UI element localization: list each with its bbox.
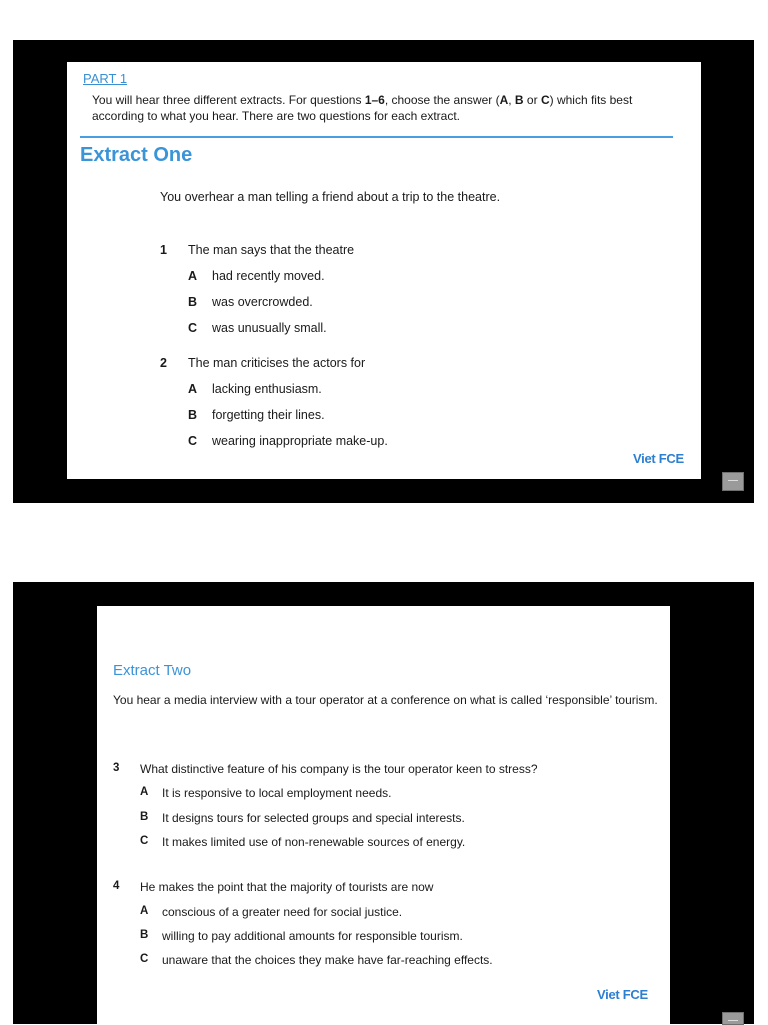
- option-letter: C: [188, 434, 198, 448]
- brand-logo: Viet FCE: [597, 987, 648, 1002]
- option-text: lacking enthusiasm.: [212, 382, 322, 396]
- option-letter: B: [140, 929, 149, 941]
- extract-two-title: Extract Two: [113, 662, 192, 679]
- option-text: conscious of a greater need for social justice.: [162, 905, 403, 919]
- question-text: The man criticises the actors for: [188, 356, 366, 370]
- option-text: was overcrowded.: [212, 295, 313, 309]
- option-text: wearing inappropriate make-up.: [212, 434, 388, 448]
- option-letter: A: [188, 269, 198, 283]
- option-letter: B: [188, 408, 198, 422]
- option-letter: B: [188, 295, 198, 309]
- question-number: 3: [113, 762, 120, 774]
- page-thumbnail-button[interactable]: [722, 472, 744, 491]
- question-text: What distinctive feature of his company is the tour operator keen to stress?: [140, 762, 538, 776]
- option-letter: A: [140, 905, 149, 917]
- option-text: willing to pay additional amounts for responsible tourism.: [162, 929, 463, 943]
- slide-1-page: [67, 62, 701, 479]
- instructions: You will hear three different extracts. For questions 1–6, choose the answer (A, B or C) which fits best according to what you hear. There are two questions for each extract.: [92, 93, 633, 123]
- header-divider: [80, 136, 673, 138]
- option-text: forgetting their lines.: [212, 408, 325, 422]
- brand-logo: Viet FCE: [633, 451, 684, 466]
- option-text: It designs tours for selected groups and special interests.: [162, 811, 465, 825]
- part-label: PART 1: [83, 71, 128, 86]
- option-letter: B: [140, 811, 149, 823]
- question-number: 4: [113, 880, 120, 892]
- extract-one-title: Extract One: [80, 144, 193, 166]
- option-text: was unusually small.: [212, 321, 327, 335]
- option-text: It makes limited use of non-renewable sources of energy.: [162, 835, 466, 849]
- option-text: had recently moved.: [212, 269, 325, 283]
- option-text: It is responsive to local employment needs.: [162, 786, 392, 800]
- page-thumbnail-button[interactable]: [722, 1012, 744, 1025]
- option-letter: C: [140, 835, 149, 847]
- extract-two-context: You hear a media interview with a tour operator at a conference on what is called ‘responsible’ tourism.: [113, 693, 658, 707]
- question-number: 2: [160, 356, 167, 370]
- option-letter: C: [188, 321, 198, 335]
- option-letter: A: [188, 382, 198, 396]
- question-text: The man says that the theatre: [188, 243, 355, 257]
- option-text: unaware that the choices they make have far-reaching effects.: [162, 953, 493, 967]
- option-letter: A: [140, 786, 149, 798]
- extract-one-context: You overhear a man telling a friend about a trip to the theatre.: [160, 190, 501, 204]
- question-text: He makes the point that the majority of tourists are now: [140, 880, 434, 894]
- slide-2-page: [97, 606, 670, 1024]
- question-number: 1: [160, 243, 167, 257]
- option-letter: C: [140, 953, 149, 965]
